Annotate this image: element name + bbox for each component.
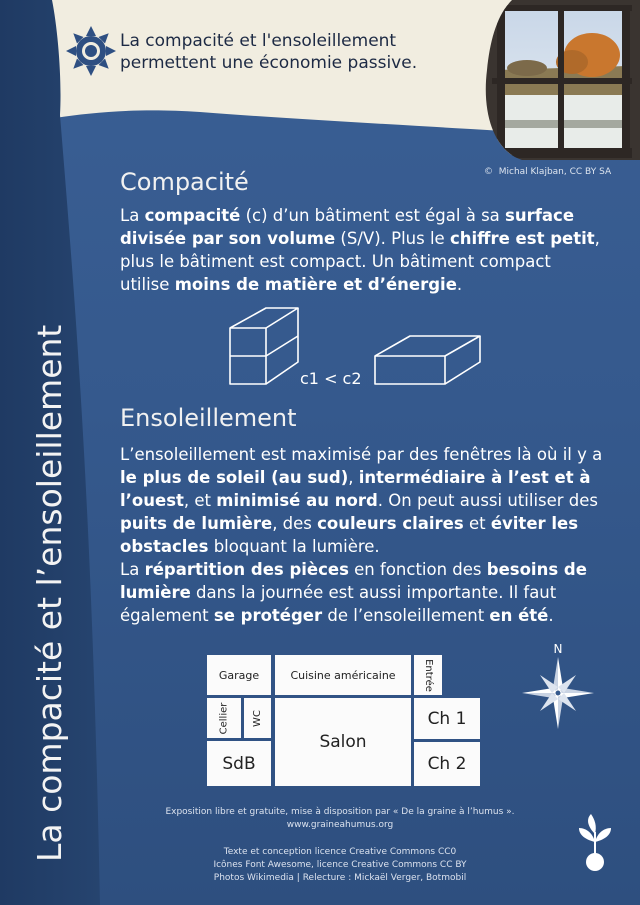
room-cuisine-label: Cuisine américaine [290, 668, 396, 682]
copyright-icon: © [484, 167, 493, 177]
footer-line-5: Photos Wikimedia | Relecture : Mickaël Verger, Botmobil [213, 873, 467, 883]
bold-text: intermédiaire à l’est et à l’ouest [120, 468, 591, 510]
bold-text: en été [489, 606, 549, 625]
bold-text: compacité [144, 206, 241, 225]
room-salon-label: Salon [319, 732, 367, 752]
room-garage-label: Garage [218, 668, 260, 682]
room-ch2-label: Ch 2 [427, 754, 467, 774]
compacite-heading: Compacité [120, 168, 249, 196]
footer-licences [120, 846, 560, 885]
bold-text: couleurs claires [317, 514, 464, 533]
room-cellier-label: Cellier [218, 702, 230, 734]
bold-text: puits de lumière [120, 514, 273, 533]
room-sdb-label: SdB [222, 753, 256, 774]
header-text [120, 30, 460, 74]
bold-text: se protéger [213, 606, 323, 625]
room-salon [275, 698, 411, 786]
floor-plan [207, 655, 480, 786]
window-photo [482, 0, 640, 160]
footer-line-1: Exposition libre et gratuite, mise à disposition par « De la graine à l’humus ». [165, 807, 515, 817]
header-line-2: permettent une économie passive. [120, 53, 418, 73]
bold-text: éviter les obstacles [120, 514, 579, 556]
gear-sun-icon [64, 24, 118, 78]
room-sdb [207, 741, 271, 786]
room-entree-label: Entrée [422, 658, 434, 692]
side-title: La compacité et l’ensoleillement [30, 324, 69, 862]
room-wc-label: WC [252, 709, 263, 727]
bold-text: surface divisée par son volume [120, 206, 575, 248]
bold-text: chiffre est petit [449, 229, 595, 248]
header-line-1: La compacité et l'ensoleillement [120, 31, 397, 51]
footer-website-link[interactable]: www.graineahumus.org [286, 820, 394, 830]
seedling-logo-icon [575, 812, 615, 872]
ensoleillement-text [120, 443, 612, 627]
room-ch1 [414, 698, 480, 739]
compass-north-label: N [553, 642, 563, 656]
ensoleillement-paragraph-1: L’ensoleillement est maximisé par des fenêtres là où il y a le plus de soleil (au sud), intermédiaire à l’est et à l’ouest, et minimisé au nord. On peut aussi utiliser des puits de lumière, des couleurs claires et éviter les obstacles bloquant la lumière. [120, 445, 603, 556]
photo-credit [484, 167, 611, 177]
room-cellier [207, 698, 241, 738]
compass-rose-icon [518, 641, 598, 733]
footer-line-4: Icônes Font Awesome, licence Creative Commons CC BY [213, 860, 467, 870]
room-entree [414, 655, 442, 695]
bold-text: le plus de soleil (au sud) [120, 468, 349, 487]
ensoleillement-heading: Ensoleillement [120, 404, 297, 432]
room-cuisine [275, 655, 411, 695]
footer-exposition [120, 806, 560, 832]
bold-text: moins de matière et d’énergie [174, 275, 457, 294]
photo-credit-text: Michal Klajban, CC BY SA [498, 167, 612, 177]
footer-line-3: Texte et conception licence Creative Commons CC0 [223, 847, 457, 857]
room-garage [207, 655, 271, 695]
compactness-ratio-label: c1 < c2 [300, 369, 362, 388]
bold-text: répartition des pièces [144, 560, 349, 579]
room-ch1-label: Ch 1 [427, 708, 467, 729]
bold-text: minimisé au nord [216, 491, 378, 510]
room-ch2 [414, 742, 480, 786]
room-wc [244, 698, 271, 738]
ensoleillement-paragraph-2: La répartition des pièces en fonction des besoins de lumière dans la journée est aussi importante. Il faut également se protéger de l’ensoleillement en été. [120, 560, 587, 625]
compacite-paragraph: La compacité (c) d’un bâtiment est égal à sa surface divisée par son volume (S/V). Plus le chiffre est petit, plus le bâtiment est compact. Un bâtiment compact utilise moins de matière et d’énergie. [120, 206, 600, 294]
bold-text: besoins de lumière [120, 560, 587, 602]
